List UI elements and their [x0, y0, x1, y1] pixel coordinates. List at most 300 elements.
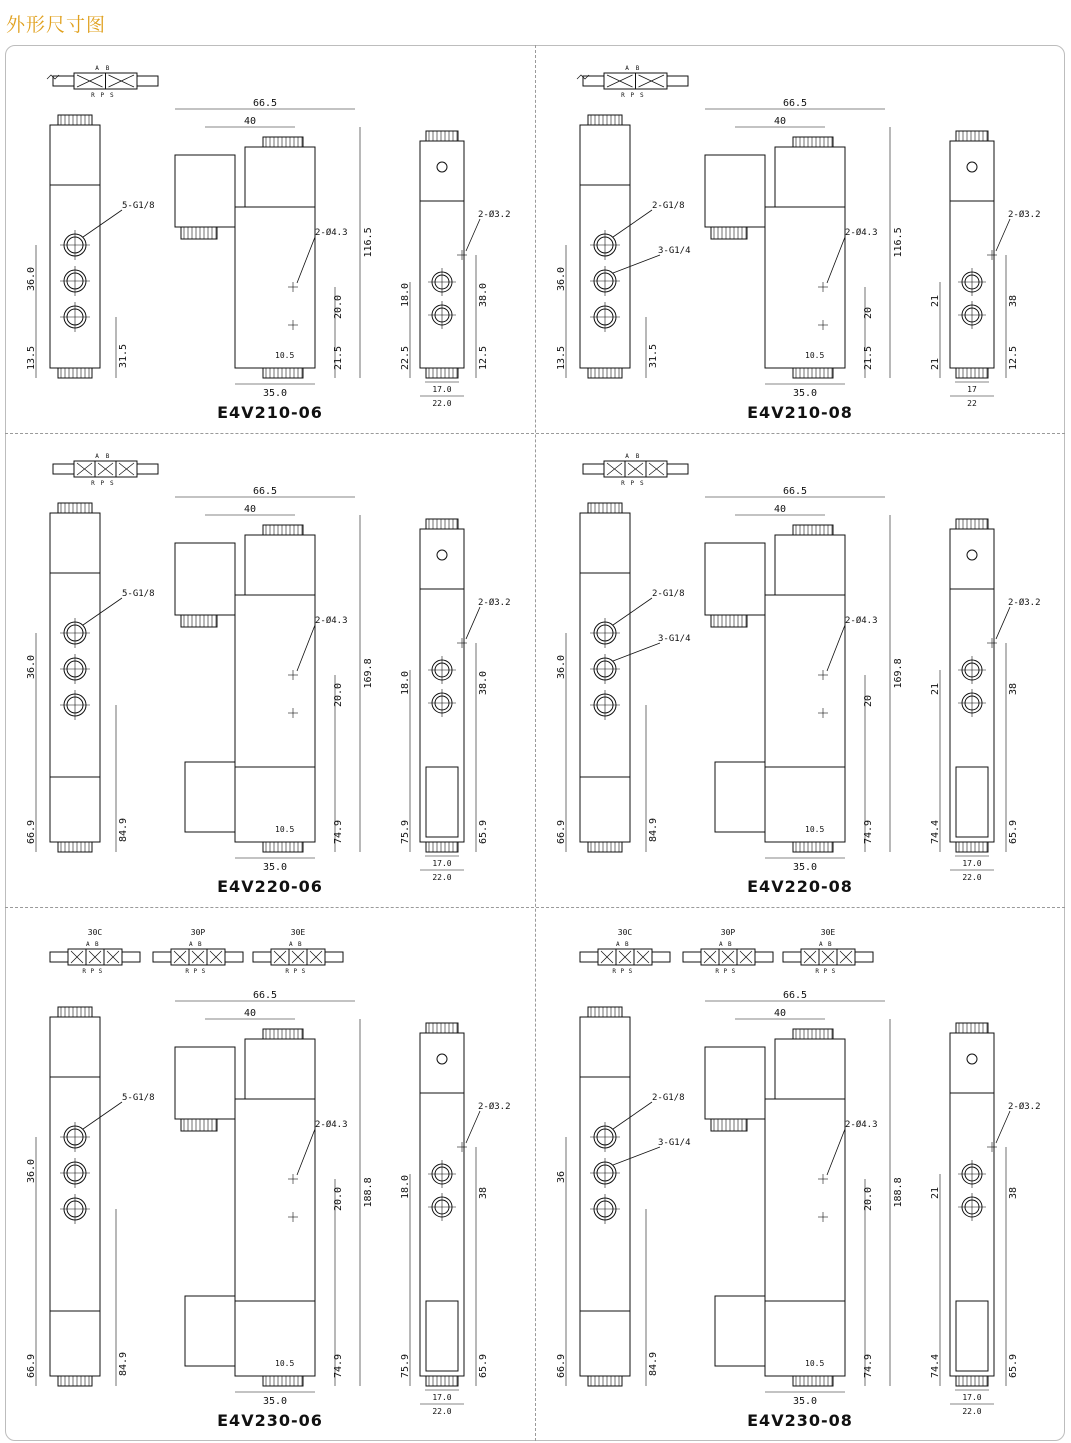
dim-front-d2: 21.5: [863, 345, 874, 370]
end-coil: [420, 529, 464, 589]
base-knurl: [588, 842, 622, 852]
dim-end-hole: 2-Ø3.2: [478, 210, 511, 220]
port-b-callout: 3-G1/4: [658, 634, 691, 644]
dim-side-a: 36.0: [26, 266, 37, 291]
port-b-label: B: [197, 941, 202, 948]
dim-front-d1: 20.0: [333, 682, 344, 707]
valve-body: [50, 1077, 100, 1376]
end-port-1: [958, 656, 986, 684]
end-cap-knurl: [426, 1023, 458, 1033]
dim-front-d1: 20: [863, 306, 874, 319]
side-view: [556, 503, 691, 852]
dim-side-c: 31.5: [118, 343, 129, 368]
port-upper: [590, 1122, 620, 1152]
symbol-spring: [50, 952, 68, 962]
end-screw-icon: [967, 550, 977, 560]
dim-side-c: 84.9: [118, 1351, 129, 1376]
dim-side-b: 66.9: [26, 1353, 37, 1378]
port-a-label: A: [288, 941, 293, 948]
port-r-label: R: [621, 92, 625, 99]
dim-end-w1: 17.0: [432, 1393, 452, 1402]
port-leader-b: [613, 643, 660, 661]
dim-end-hole: 2-Ø3.2: [478, 1102, 511, 1112]
port-upper: [60, 618, 90, 648]
dim-end-w1: 17.0: [432, 385, 452, 394]
model-panel-e4v210-08: [535, 45, 1065, 433]
front-body: [235, 595, 315, 842]
port-b-label: B: [727, 941, 732, 948]
dim-front-hole: 2-Ø4.3: [315, 616, 348, 626]
dim-front-b2: 35.0: [262, 862, 288, 873]
port-s-label: S: [731, 968, 736, 975]
end-screw-icon: [967, 1054, 977, 1064]
port-p-label: P: [293, 968, 298, 975]
end-cap-knurl: [426, 131, 458, 141]
symbol-solenoid: [137, 76, 158, 86]
dim-front-h: 188.8: [893, 1177, 904, 1208]
side-view: [26, 503, 155, 852]
dimension-drawing: [535, 433, 1065, 907]
end-port-1: [958, 268, 986, 296]
coil-cap-knurl: [588, 1007, 622, 1017]
dim-end-w1: 17.0: [962, 859, 982, 868]
valve-symbol-label: 30E: [820, 928, 836, 937]
dim-front-b1: 10.5: [275, 1359, 295, 1368]
mount-hole-2: [288, 1212, 298, 1222]
port-leader-b: [613, 1147, 660, 1165]
end-base-knurl: [956, 842, 988, 852]
dimension-drawing: [5, 45, 535, 433]
coil-cap-knurl: [58, 1007, 92, 1017]
dim-front-h: 188.8: [363, 1177, 374, 1208]
valve-symbol-label: 30E: [290, 928, 306, 937]
dim-end-d: 65.9: [478, 819, 489, 844]
front-body: [765, 595, 845, 842]
port-s-label: S: [109, 480, 114, 487]
end-lower-coil: [956, 1301, 988, 1371]
model-label: E4V220-08: [747, 877, 853, 896]
end-coil: [420, 141, 464, 201]
port-leader: [613, 598, 652, 625]
base-knurl: [588, 1376, 622, 1386]
dim-side-a: 36.0: [556, 266, 567, 291]
dim-side-c: 31.5: [648, 343, 659, 368]
solenoid-coil: [580, 1017, 630, 1077]
dim-end-w2: 22: [967, 399, 977, 408]
solenoid-coil: [50, 125, 100, 185]
end-port-1: [428, 656, 456, 684]
port-p-label: P: [823, 968, 828, 975]
second-coil: [50, 1311, 100, 1376]
port-b-callout: 3-G1/4: [658, 1138, 691, 1148]
dim-front-h: 116.5: [363, 227, 374, 258]
end-coil: [950, 529, 994, 589]
end-mount-hole: [987, 638, 997, 648]
valve-symbol: [253, 928, 343, 975]
mount-hole-1: [818, 670, 828, 680]
front-body: [235, 207, 315, 368]
dimension-drawing: [535, 45, 1065, 433]
front-base-knurl: [793, 1376, 833, 1386]
symbol-spring: [683, 952, 701, 962]
end-hole-leader: [466, 607, 480, 639]
front-coil: [775, 535, 845, 595]
front-coil: [245, 1039, 315, 1099]
port-b-label: B: [94, 941, 99, 948]
dim-end-d: 65.9: [1008, 819, 1019, 844]
port-leader: [613, 210, 652, 237]
port-a-label: A: [615, 941, 620, 948]
dim-front-h: 116.5: [893, 227, 904, 258]
end-mount-hole: [457, 638, 467, 648]
base-knurl: [588, 368, 622, 378]
connector-box: [705, 543, 765, 615]
front-base-knurl: [263, 1376, 303, 1386]
second-coil: [50, 777, 100, 842]
dim-front-w1: 66.5: [782, 486, 808, 497]
solenoid-coil: [50, 513, 100, 573]
port-r-label: R: [285, 968, 290, 975]
dim-side-b: 66.9: [556, 1353, 567, 1378]
end-lower-coil: [426, 767, 458, 837]
port-s-label: S: [831, 968, 836, 975]
port-leader: [83, 210, 122, 237]
front-coil: [775, 147, 845, 207]
hole-leader: [827, 1129, 845, 1175]
model-panel-e4v220-06: [5, 433, 535, 907]
end-cap-knurl: [956, 519, 988, 529]
front-body: [765, 207, 845, 368]
end-body: [420, 1093, 464, 1376]
mount-hole-2: [288, 708, 298, 718]
symbol-solenoid: [225, 952, 243, 962]
end-base-knurl: [426, 368, 458, 378]
valve-symbol: [577, 65, 688, 99]
end-port-2: [428, 689, 456, 717]
solenoid-coil: [580, 513, 630, 573]
side-view: [556, 115, 691, 378]
end-coil: [950, 141, 994, 201]
port-p-label: P: [90, 968, 95, 975]
port-a-callout: 5-G1/8: [122, 1093, 155, 1103]
dim-end-c: 38.0: [478, 282, 489, 307]
dim-front-b2: 35.0: [262, 388, 288, 399]
mount-hole-1: [288, 670, 298, 680]
port-p-label: P: [193, 968, 198, 975]
port-p-label: P: [620, 968, 625, 975]
dim-front-w1: 66.5: [782, 990, 808, 1001]
port-middle: [60, 654, 90, 684]
port-a-label: A: [85, 941, 90, 948]
port-r-label: R: [715, 968, 720, 975]
end-base-knurl: [426, 1376, 458, 1386]
front-base-knurl: [793, 842, 833, 852]
end-coil: [950, 1033, 994, 1093]
dim-end-w2: 22.0: [432, 399, 452, 408]
dim-end-a: 18.0: [400, 282, 411, 307]
port-p-label: P: [630, 92, 635, 99]
end-view: [930, 1023, 1041, 1416]
end-lower-coil: [956, 767, 988, 837]
port-s-label: S: [639, 92, 644, 99]
symbol-solenoid: [137, 464, 158, 474]
dim-end-w2: 22.0: [962, 873, 982, 882]
port-lower: [590, 690, 620, 720]
connector-box: [175, 1047, 235, 1119]
dim-front-w2: 40: [243, 1008, 257, 1019]
end-cap-knurl: [426, 519, 458, 529]
port-middle: [60, 266, 90, 296]
end-view: [400, 519, 511, 882]
mount-hole-2: [288, 320, 298, 330]
port-a-label: A: [625, 453, 629, 460]
port-leader-b: [613, 255, 660, 273]
port-p-label: P: [723, 968, 728, 975]
dim-end-b: 74.4: [930, 1353, 941, 1378]
hole-leader: [827, 237, 845, 283]
port-r-label: R: [815, 968, 820, 975]
port-s-label: S: [628, 968, 633, 975]
end-base-knurl: [956, 1376, 988, 1386]
dim-side-a: 36.0: [26, 654, 37, 679]
port-middle: [60, 1158, 90, 1188]
valve-symbol: [583, 453, 688, 487]
port-b-label: B: [105, 65, 110, 72]
port-b-label: B: [297, 941, 302, 948]
dim-end-w1: 17: [967, 385, 977, 394]
end-coil: [420, 1033, 464, 1093]
symbol-solenoid: [755, 952, 773, 962]
port-s-label: S: [639, 480, 644, 487]
dim-side-b: 13.5: [26, 345, 37, 370]
end-port-1: [428, 1160, 456, 1188]
dimension-drawing: [535, 907, 1065, 1441]
valve-symbol-label: 30C: [87, 928, 103, 937]
port-b-label: B: [635, 453, 640, 460]
port-middle: [590, 654, 620, 684]
end-view: [930, 519, 1041, 882]
dim-front-w2: 40: [773, 116, 787, 127]
dim-front-hole: 2-Ø4.3: [315, 1120, 348, 1130]
port-s-label: S: [109, 92, 114, 99]
dim-end-a: 21: [930, 294, 941, 307]
end-mount-hole: [987, 1142, 997, 1152]
end-port-1: [428, 268, 456, 296]
lower-connector: [715, 762, 765, 832]
mount-hole-1: [288, 282, 298, 292]
symbol-spring: [253, 952, 271, 962]
dim-front-w1: 66.5: [252, 98, 278, 109]
port-a-callout: 2-G1/8: [652, 201, 685, 211]
end-port-2: [428, 301, 456, 329]
front-base-knurl: [263, 842, 303, 852]
model-label: E4V210-06: [217, 403, 323, 422]
port-b-label: B: [105, 453, 110, 460]
front-coil: [775, 1039, 845, 1099]
model-label: E4V220-06: [217, 877, 323, 896]
connector-knurl: [181, 1119, 217, 1131]
hole-leader: [827, 625, 845, 671]
dim-side-a: 36.0: [26, 1158, 37, 1183]
end-base-knurl: [956, 368, 988, 378]
dim-front-d1: 20: [863, 694, 874, 707]
port-a-label: A: [95, 453, 99, 460]
dim-front-b2: 35.0: [792, 1396, 818, 1407]
connector-box: [705, 155, 765, 227]
dim-end-b: 74.4: [930, 819, 941, 844]
symbol-solenoid: [652, 952, 670, 962]
dim-side-a: 36: [556, 1170, 567, 1183]
port-r-label: R: [612, 968, 617, 975]
port-s-label: S: [201, 968, 206, 975]
model-label: E4V230-08: [747, 1411, 853, 1430]
dim-end-hole: 2-Ø3.2: [1008, 210, 1041, 220]
port-s-label: S: [98, 968, 103, 975]
coil-cap-knurl: [588, 503, 622, 513]
valve-symbol-label: 30P: [720, 928, 736, 937]
port-leader: [83, 598, 122, 625]
port-lower: [60, 302, 90, 332]
end-screw-icon: [967, 162, 977, 172]
port-lower: [60, 690, 90, 720]
port-a-callout: 5-G1/8: [122, 589, 155, 599]
coil-cap-knurl: [58, 115, 92, 125]
symbol-solenoid: [325, 952, 343, 962]
dim-front-d1: 20.0: [333, 1186, 344, 1211]
dim-front-w2: 40: [773, 1008, 787, 1019]
front-view: [705, 98, 904, 399]
dim-front-hole: 2-Ø4.3: [845, 1120, 878, 1130]
end-port-1: [958, 1160, 986, 1188]
dim-side-b: 13.5: [556, 345, 567, 370]
port-b-label: B: [624, 941, 629, 948]
front-coil-cap: [263, 137, 303, 147]
valve-symbol-label: 30C: [617, 928, 633, 937]
port-r-label: R: [185, 968, 190, 975]
end-screw-icon: [437, 162, 447, 172]
port-leader: [83, 1102, 122, 1129]
symbol-spring: [153, 952, 171, 962]
end-view: [400, 1023, 511, 1416]
front-coil: [245, 535, 315, 595]
port-b-callout: 3-G1/4: [658, 246, 691, 256]
front-body: [765, 1099, 845, 1376]
port-middle: [590, 1158, 620, 1188]
dimension-drawing: [5, 907, 535, 1441]
port-r-label: R: [82, 968, 87, 975]
dim-end-c: 38: [1008, 294, 1019, 307]
dim-side-c: 84.9: [648, 1351, 659, 1376]
dim-end-hole: 2-Ø3.2: [478, 598, 511, 608]
dim-side-c: 84.9: [118, 817, 129, 842]
front-body: [235, 1099, 315, 1376]
mount-hole-2: [818, 320, 828, 330]
port-lower: [590, 302, 620, 332]
end-hole-leader: [996, 1111, 1010, 1143]
page-title: 外形尺寸图: [6, 14, 107, 36]
dim-front-d2: 74.9: [333, 1353, 344, 1378]
dim-end-a: 18.0: [400, 1174, 411, 1199]
connector-knurl: [181, 227, 217, 239]
mount-hole-1: [818, 1174, 828, 1184]
dim-front-w2: 40: [773, 504, 787, 515]
symbol-spring: [580, 952, 598, 962]
connector-knurl: [711, 227, 747, 239]
dim-end-b: 22.5: [400, 345, 411, 370]
port-r-label: R: [621, 480, 625, 487]
port-a-callout: 5-G1/8: [122, 201, 155, 211]
front-view: [175, 486, 374, 873]
end-port-2: [958, 301, 986, 329]
connector-knurl: [711, 615, 747, 627]
mount-hole-1: [288, 1174, 298, 1184]
end-cap-knurl: [956, 131, 988, 141]
dim-front-b2: 35.0: [262, 1396, 288, 1407]
valve-symbol: [580, 928, 670, 975]
port-a-label: A: [95, 65, 99, 72]
second-coil: [580, 1311, 630, 1376]
mount-hole-2: [818, 708, 828, 718]
end-screw-icon: [437, 1054, 447, 1064]
end-view: [400, 131, 511, 408]
hole-leader: [297, 1129, 315, 1175]
side-view: [556, 1007, 691, 1386]
front-coil-cap: [793, 137, 833, 147]
dim-front-hole: 2-Ø4.3: [315, 228, 348, 238]
symbol-spring: [583, 464, 604, 474]
dim-end-d: 12.5: [478, 345, 489, 370]
model-panel-e4v220-08: [535, 433, 1065, 907]
symbol-solenoid: [667, 464, 688, 474]
model-label: E4V210-08: [747, 403, 853, 422]
dim-front-hole: 2-Ø4.3: [845, 228, 878, 238]
front-coil-cap: [263, 525, 303, 535]
dim-end-w1: 17.0: [432, 859, 452, 868]
port-s-label: S: [301, 968, 306, 975]
port-upper: [590, 618, 620, 648]
dim-end-c: 38.0: [478, 670, 489, 695]
port-a-label: A: [718, 941, 723, 948]
symbol-solenoid: [667, 76, 688, 86]
mount-hole-2: [818, 1212, 828, 1222]
port-a-label: A: [188, 941, 193, 948]
end-hole-leader: [466, 219, 480, 251]
end-port-2: [958, 1193, 986, 1221]
end-lower-coil: [426, 1301, 458, 1371]
connector-knurl: [181, 615, 217, 627]
dim-front-b1: 10.5: [805, 825, 825, 834]
end-screw-icon: [437, 550, 447, 560]
port-lower: [590, 1194, 620, 1224]
dimension-drawing: [5, 433, 535, 907]
dim-end-d: 12.5: [1008, 345, 1019, 370]
dim-front-h: 169.8: [893, 658, 904, 689]
side-view: [26, 1007, 155, 1386]
base-knurl: [58, 1376, 92, 1386]
connector-knurl: [711, 1119, 747, 1131]
front-coil-cap: [793, 1029, 833, 1039]
port-b-label: B: [827, 941, 832, 948]
dim-front-w1: 66.5: [782, 98, 808, 109]
valve-body: [580, 1077, 630, 1376]
symbol-spring: [53, 464, 74, 474]
dim-front-d2: 74.9: [863, 819, 874, 844]
dim-front-b1: 10.5: [275, 351, 295, 360]
coil-cap-knurl: [58, 503, 92, 513]
dim-end-b: 21: [930, 357, 941, 370]
dim-front-w1: 66.5: [252, 990, 278, 1001]
port-leader: [613, 1102, 652, 1129]
